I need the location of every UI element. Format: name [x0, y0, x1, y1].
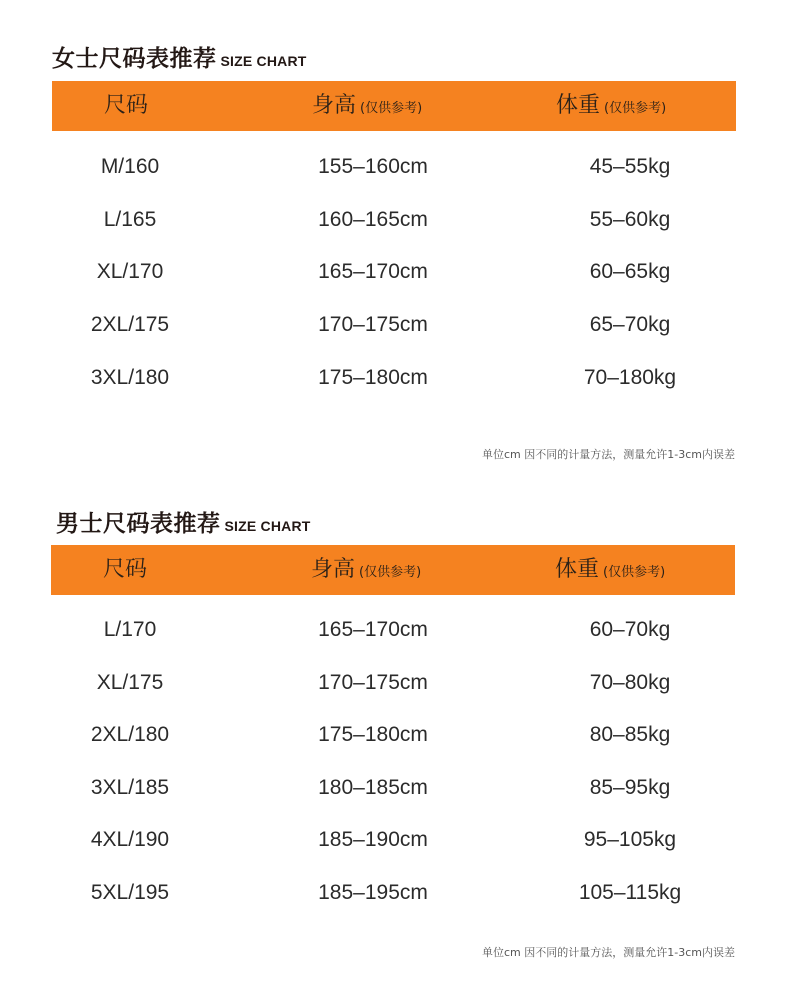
height-cell: 155–160cm: [318, 155, 428, 178]
men-measurement-note: 单位cm 因不同的计量方法，测量允许1-3cm内误差: [482, 946, 735, 959]
table-row: [0, 663, 790, 703]
women-table-header: [52, 81, 736, 131]
women-measurement-note: 单位cm 因不同的计量方法，测量允许1-3cm内误差: [482, 448, 735, 461]
women-header-height-note: (仅供参考): [360, 101, 423, 116]
men-header-size: [103, 545, 147, 595]
size-cell: XL/170: [96, 260, 164, 283]
women-header-size-label: 尺码: [104, 93, 149, 118]
men-table-header: [51, 545, 735, 595]
women-header-weight-label: 体重: [556, 93, 601, 118]
weight-cell: 60–70kg: [589, 618, 671, 641]
height-cell: 170–175cm: [318, 671, 428, 694]
height-cell: 185–190cm: [318, 828, 428, 851]
women-title-en: SIZE CHART: [220, 53, 307, 69]
men-title-cn: 男士尺码表推荐: [56, 511, 221, 537]
men-header-height-label: 身高: [311, 557, 356, 582]
weight-cell: 105–115kg: [578, 881, 682, 904]
size-cell: 5XL/195: [90, 881, 170, 904]
size-cell: 3XL/180: [90, 366, 170, 389]
men-header-height-note: (仅供参考): [359, 565, 422, 580]
table-row: [0, 305, 790, 345]
size-cell: 2XL/175: [90, 313, 170, 336]
weight-cell: 70–180kg: [583, 366, 677, 389]
table-row: [0, 147, 790, 187]
height-cell: 160–165cm: [318, 208, 428, 231]
women-header-height-label: 身高: [312, 93, 357, 118]
men-header-weight-label: 体重: [555, 557, 600, 582]
weight-cell: 60–65kg: [589, 260, 671, 283]
table-row: [0, 200, 790, 240]
weight-cell: 95–105kg: [583, 828, 677, 851]
size-cell: L/170: [103, 618, 157, 641]
women-header-weight-note: (仅供参考): [604, 101, 667, 116]
height-cell: 170–175cm: [318, 313, 428, 336]
size-cell: 3XL/185: [90, 776, 170, 799]
men-section-title: [56, 505, 311, 538]
height-cell: 165–170cm: [318, 260, 428, 283]
women-title-cn: 女士尺码表推荐: [52, 46, 217, 72]
size-cell: XL/175: [96, 671, 164, 694]
women-header-height: [312, 81, 422, 131]
table-row: [0, 873, 790, 913]
weight-cell: 65–70kg: [589, 313, 671, 336]
table-row: [0, 715, 790, 755]
size-cell: L/165: [103, 208, 157, 231]
table-row: [0, 610, 790, 650]
men-title-en: SIZE CHART: [224, 518, 311, 534]
table-row: [0, 358, 790, 398]
size-cell: 2XL/180: [90, 723, 170, 746]
women-section-title: [52, 40, 307, 73]
height-cell: 175–180cm: [318, 366, 428, 389]
weight-cell: 80–85kg: [589, 723, 671, 746]
men-header-height: [311, 545, 421, 595]
table-row: [0, 768, 790, 808]
table-row: [0, 252, 790, 292]
height-cell: 165–170cm: [318, 618, 428, 641]
height-cell: 180–185cm: [318, 776, 428, 799]
women-header-size: [104, 81, 148, 131]
weight-cell: 70–80kg: [589, 671, 671, 694]
size-cell: 4XL/190: [90, 828, 170, 851]
weight-cell: 55–60kg: [589, 208, 671, 231]
height-cell: 185–195cm: [318, 881, 428, 904]
men-header-weight: [555, 545, 665, 595]
height-cell: 175–180cm: [318, 723, 428, 746]
weight-cell: 85–95kg: [589, 776, 671, 799]
size-cell: M/160: [100, 155, 160, 178]
men-header-size-label: 尺码: [103, 557, 148, 582]
women-header-weight: [556, 81, 666, 131]
men-header-weight-note: (仅供参考): [603, 565, 666, 580]
table-row: [0, 820, 790, 860]
weight-cell: 45–55kg: [589, 155, 671, 178]
